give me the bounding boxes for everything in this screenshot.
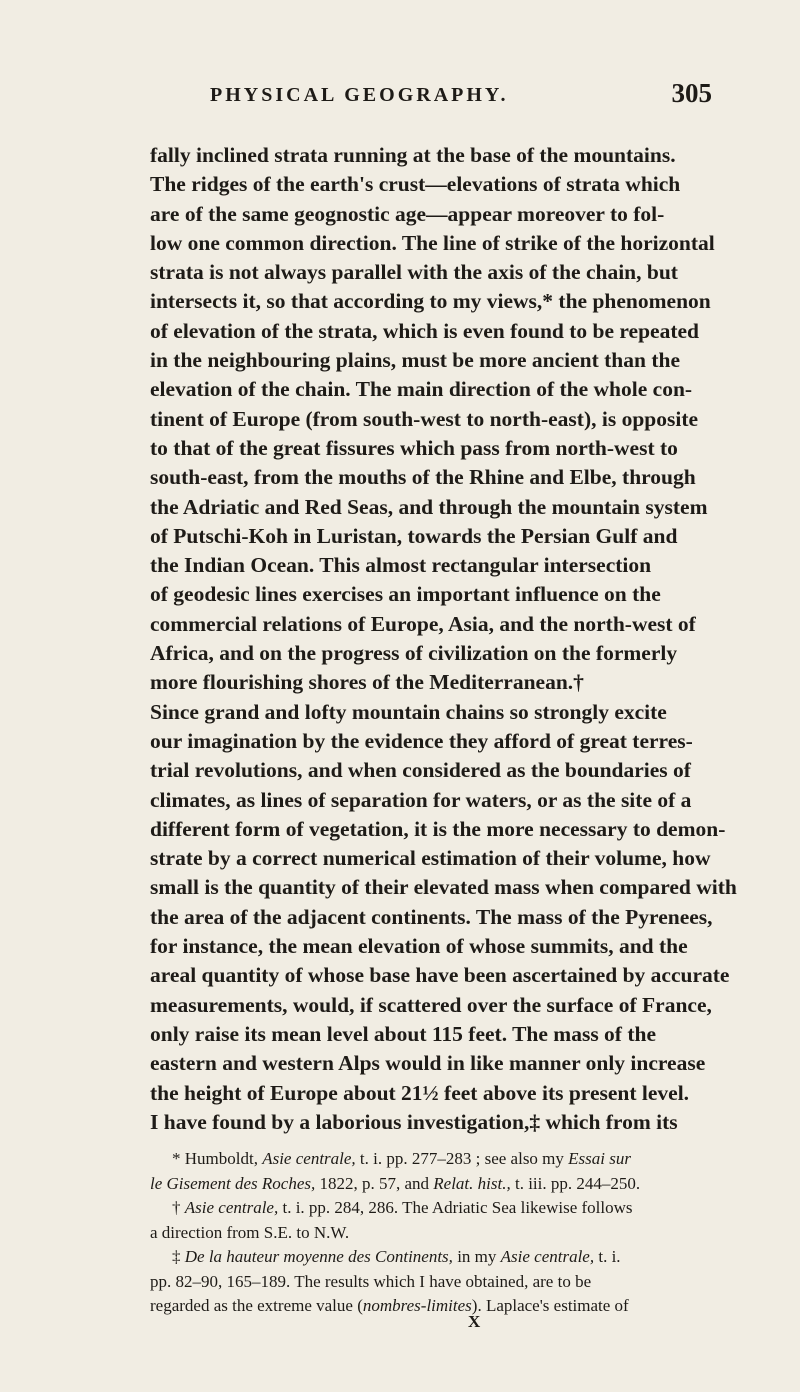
text-line: to that of the great fissures which pass from north-west to	[150, 435, 678, 460]
footnote-italic: Asie centrale,	[500, 1247, 595, 1266]
text-line: are of the same geognostic age—appear moreover to fol-	[150, 201, 665, 226]
footnote-text: a direction from S.E. to N.W.	[150, 1222, 350, 1242]
text-line: low one common direction. The line of strike of the horizontal	[150, 230, 715, 255]
text-line: tinent of Europe (from south-west to north-east), is opposite	[150, 406, 699, 431]
footnote-text: t. i. pp. 284, 286. The Adriatic Sea likewise follows	[278, 1198, 633, 1217]
text-line: small is the quantity of their elevated mass when compared with	[150, 875, 737, 900]
footnote-3-line-3	[150, 1294, 710, 1319]
footnote-text: in my	[452, 1247, 501, 1266]
footnote-1-line-2	[150, 1172, 710, 1197]
body-text	[150, 141, 737, 1137]
running-title: PHYSICAL GEOGRAPHY.	[210, 84, 509, 106]
footnote-text: t. iii. pp. 244–250.	[510, 1173, 641, 1193]
text-line: the Adriatic and Red Seas, and through the mountain system	[150, 494, 708, 519]
footnote-text: pp. 82–90, 165–189. The results which I have obtained, are to be	[150, 1271, 592, 1291]
footnote-text: * Humboldt,	[172, 1149, 263, 1168]
text-line: our imagination by the evidence they afford of great terres-	[150, 728, 693, 753]
text-line: only raise its mean level about 115 feet. The mass of the	[150, 1021, 657, 1046]
footnote-italic: Asie centrale,	[184, 1198, 279, 1217]
footnote-2-line-2	[150, 1221, 710, 1246]
text-line: in the neighbouring plains, must be more ancient than the	[150, 348, 681, 373]
text-line: of Putschi-Koh in Luristan, towards the Persian Gulf and	[150, 523, 678, 548]
text-line: The ridges of the earth's crust—elevations of strata which	[150, 172, 681, 197]
text-line: of elevation of the strata, which is even found to be repeated	[150, 318, 699, 343]
footnote-italic: Essai sur	[568, 1149, 631, 1168]
text-line: measurements, would, if scattered over the surface of France,	[150, 992, 712, 1017]
text-line: fally inclined strata running at the base of the mountains.	[150, 143, 676, 167]
footnote-2-line-1	[150, 1196, 710, 1221]
page-header	[150, 78, 712, 118]
text-line: commercial relations of Europe, Asia, and the north-west of	[150, 611, 696, 636]
text-line: Africa, and on the progress of civilization on the formerly	[150, 641, 678, 666]
text-line: trial revolutions, and when considered as the boundaries of	[150, 758, 691, 783]
footnote-italic: nombres-limites	[362, 1296, 472, 1315]
footnote-3-line-2	[150, 1270, 710, 1295]
page-number: 305	[671, 78, 712, 108]
text-line: elevation of the chain. The main direction of the whole con-	[150, 377, 693, 402]
footnote-italic: Relat. hist.,	[433, 1173, 511, 1193]
text-line: more flourishing shores of the Mediterranean.†	[150, 670, 584, 695]
text-line: intersects it, so that according to my views,* the phenomenon	[150, 289, 711, 314]
text-line: climates, as lines of separation for waters, or as the site of a	[150, 787, 692, 812]
text-line: strate by a correct numerical estimation of their volume, how	[150, 846, 711, 871]
footnote-1-line-1	[150, 1147, 710, 1172]
text-line: the area of the adjacent continents. The mass of the Pyrenees,	[150, 904, 713, 929]
footnote-text: t. i.	[594, 1247, 621, 1266]
text-line: areal quantity of whose base have been ascertained by accurate	[150, 963, 730, 988]
signature-mark: X	[468, 1312, 481, 1331]
footnote-text: ). Laplace's estimate of	[471, 1296, 629, 1315]
footnote-text: 1822, p. 57, and	[315, 1173, 434, 1193]
footnotes	[150, 1147, 710, 1319]
text-line: south-east, from the mouths of the Rhine and Elbe, through	[150, 465, 696, 490]
text-line: eastern and western Alps would in like manner only increase	[150, 1051, 706, 1076]
footnote-text: regarded as the extreme value (	[150, 1296, 363, 1315]
footnote-text: t. i. pp. 277–283 ; see also my	[355, 1149, 569, 1168]
text-line: for instance, the mean elevation of whose summits, and the	[150, 934, 688, 959]
text-line: the Indian Ocean. This almost rectangular intersection	[150, 553, 652, 578]
footnote-text: ‡	[172, 1247, 185, 1266]
text-line: strata is not always parallel with the axis of the chain, but	[150, 260, 678, 285]
footnote-italic: le Gisement des Roches,	[150, 1173, 316, 1193]
footnote-3-line-1	[150, 1245, 710, 1270]
footnote-italic: Asie centrale,	[262, 1149, 356, 1168]
text-line: different form of vegetation, it is the more necessary to demon-	[150, 816, 726, 841]
footnote-italic: De la hauteur moyenne des Continents,	[184, 1247, 453, 1266]
text-line: the height of Europe about 21½ feet above its present level.	[150, 1080, 690, 1105]
footnote-text: †	[172, 1198, 185, 1217]
text-line: Since grand and lofty mountain chains so strongly excite	[150, 699, 667, 724]
text-line: of geodesic lines exercises an important influence on the	[150, 582, 661, 607]
text-line: I have found by a laborious investigation,‡ which from its	[150, 1109, 678, 1134]
